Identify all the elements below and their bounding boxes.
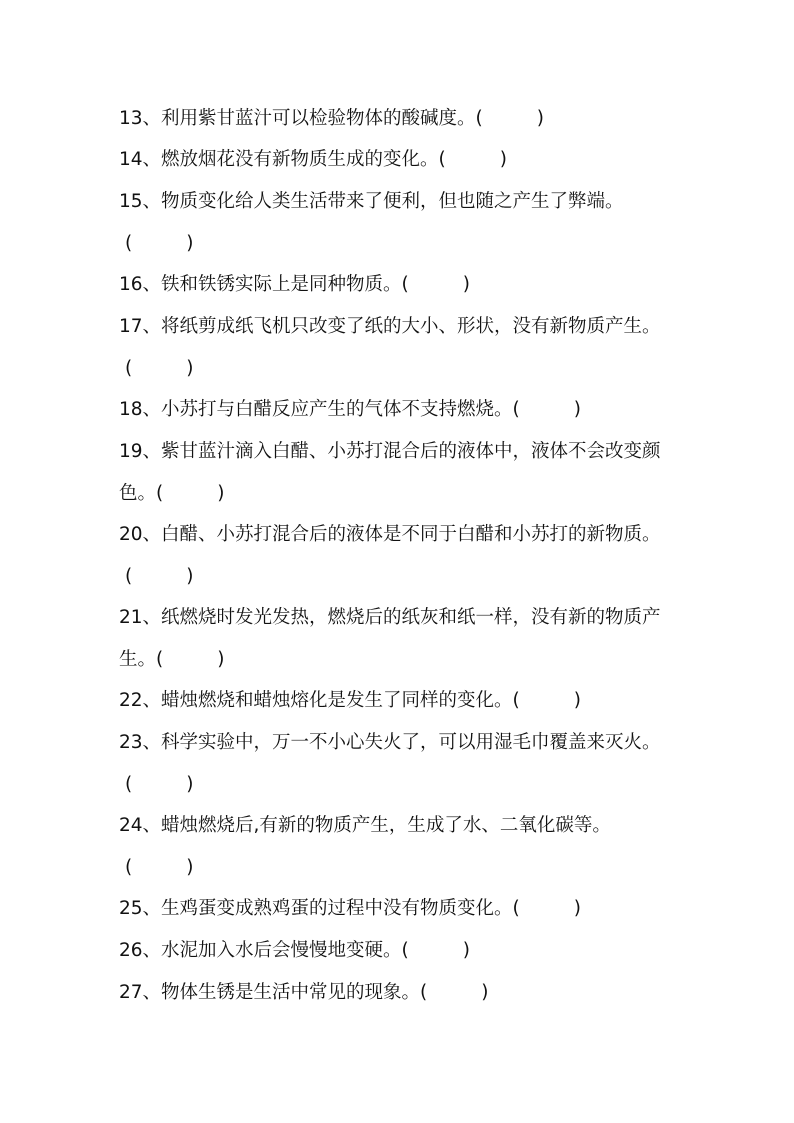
blank-close: ) — [217, 649, 225, 670]
blank-close: ) — [573, 898, 581, 919]
question-number: 14 — [119, 149, 143, 170]
question-text: 、生鸡蛋变成熟鸡蛋的过程中没有物质变化。( — [142, 898, 520, 919]
question-text: 、铁和铁锈实际上是同种物质。( — [142, 274, 409, 295]
question-13 — [119, 107, 544, 131]
blank-close: ) — [573, 399, 581, 420]
question-number: 24 — [119, 815, 143, 836]
question-text-continued: 色。( — [119, 483, 164, 504]
blank-close: ) — [186, 566, 194, 587]
question-text: 、燃放烟花没有新物质生成的变化。( — [142, 149, 446, 170]
question-text: 、白醋、小苏打混合后的液体是不同于白醋和小苏打的新物质。 — [142, 524, 661, 545]
question-25 — [119, 897, 581, 921]
question-22 — [119, 689, 581, 713]
question-text: 、科学实验中，万一不小心失火了，可以用湿毛巾覆盖来灭火。 — [142, 732, 661, 753]
blank-close: ) — [186, 358, 194, 379]
question-number: 21 — [119, 607, 143, 628]
blank-close: ) — [499, 149, 507, 170]
question-text: 、纸燃烧时发光发热，燃烧后的纸灰和纸一样，没有新的物质产 — [142, 607, 661, 628]
question-number: 23 — [119, 732, 143, 753]
question-number: 13 — [119, 108, 143, 129]
question-text-continued: ( — [125, 566, 133, 587]
question-23-continuation — [125, 773, 193, 797]
question-number: 18 — [119, 399, 143, 420]
blank-close: ) — [217, 483, 225, 504]
blank-close: ) — [481, 982, 489, 1003]
question-20 — [119, 523, 661, 547]
question-text-continued: 生。( — [119, 649, 164, 670]
question-23 — [119, 731, 661, 755]
question-19-continuation — [119, 482, 224, 506]
question-24 — [119, 814, 611, 838]
blank-close: ) — [186, 774, 194, 795]
question-text: 、利用紫甘蓝汁可以检验物体的酸碱度。( — [142, 108, 483, 129]
blank-close: ) — [462, 274, 470, 295]
question-21-continuation — [119, 648, 224, 672]
question-number: 20 — [119, 524, 143, 545]
question-text: 、紫甘蓝汁滴入白醋、小苏打混合后的液体中，液体不会改变颜 — [142, 441, 661, 462]
question-text-continued: ( — [125, 233, 133, 254]
question-17-continuation — [125, 357, 193, 381]
question-number: 16 — [119, 274, 143, 295]
question-text-continued: ( — [125, 358, 133, 379]
blank-close: ) — [536, 108, 544, 129]
question-18 — [119, 398, 581, 422]
question-text: 、水泥加入水后会慢慢地变硬。( — [142, 940, 409, 961]
question-14 — [119, 148, 507, 172]
question-text: 、蜡烛燃烧后,有新的物质产生，生成了水、二氧化碳等。 — [142, 815, 611, 836]
question-text: 、物体生锈是生活中常见的现象。( — [142, 982, 428, 1003]
question-text: 、小苏打与白醋反应产生的气体不支持燃烧。( — [142, 399, 520, 420]
question-27 — [119, 981, 489, 1005]
question-text-continued: ( — [125, 774, 133, 795]
blank-close: ) — [573, 690, 581, 711]
question-15-continuation — [125, 232, 193, 256]
question-text: 、物质变化给人类生活带来了便利，但也随之产生了弊端。 — [142, 191, 624, 212]
blank-close: ) — [462, 940, 470, 961]
question-number: 26 — [119, 940, 143, 961]
blank-close: ) — [186, 233, 194, 254]
question-26 — [119, 939, 470, 963]
question-number: 19 — [119, 441, 143, 462]
question-24-continuation — [125, 856, 193, 880]
question-text: 、蜡烛燃烧和蜡烛熔化是发生了同样的变化。( — [142, 690, 520, 711]
question-number: 27 — [119, 982, 143, 1003]
question-16 — [119, 273, 470, 297]
question-20-continuation — [125, 565, 193, 589]
question-17 — [119, 315, 661, 339]
question-19 — [119, 440, 661, 464]
question-text: 、将纸剪成纸飞机只改变了纸的大小、形状，没有新物质产生。 — [142, 316, 661, 337]
question-text-continued: ( — [125, 857, 133, 878]
question-number: 17 — [119, 316, 143, 337]
question-21 — [119, 606, 661, 630]
question-15 — [119, 190, 624, 214]
question-number: 22 — [119, 690, 143, 711]
blank-close: ) — [186, 857, 194, 878]
question-number: 15 — [119, 191, 143, 212]
question-number: 25 — [119, 898, 143, 919]
